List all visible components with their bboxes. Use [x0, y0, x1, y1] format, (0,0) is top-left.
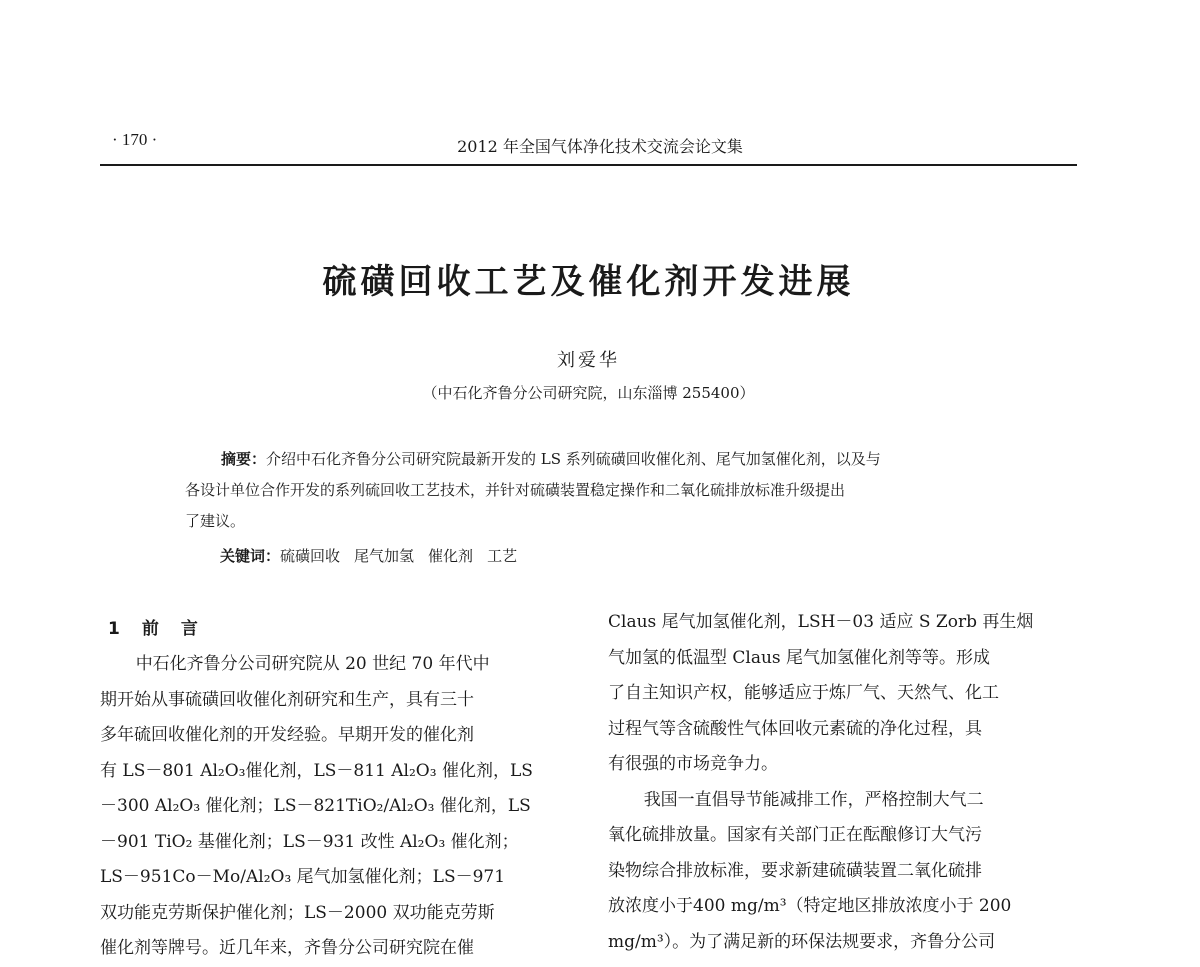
- abstract: [185, 444, 995, 537]
- abstract-label: 摘要：: [221, 450, 267, 468]
- section-number: 1: [108, 619, 120, 639]
- section-heading: [108, 614, 220, 639]
- body-line: －300 Al₂O₃ 催化剂；LS－821TiO₂/Al₂O₃ 催化剂，LS: [100, 796, 531, 816]
- left-column: [100, 647, 570, 967]
- abstract-line-1: [185, 444, 995, 475]
- body-line: 双功能克劳斯保护催化剂；LS－2000 双功能克劳斯: [100, 902, 495, 923]
- keyword-item: 催化剂: [428, 547, 474, 565]
- body-line: 放浓度小于400 mg/m³（特定地区排放浓度小于 200: [608, 896, 1012, 916]
- page-number: · 170 ·: [112, 130, 158, 149]
- abstract-line-2: 各设计单位合作开发的系列硫回收工艺技术，并针对硫磺装置稳定操作和二氧化硫排放标准升级提出: [185, 481, 846, 499]
- abstract-line-3: 了建议。: [185, 512, 246, 530]
- body-line: 了自主知识产权，能够适应于炼厂气、天然气、化工: [608, 683, 999, 703]
- author-name: 刘爱华: [557, 350, 620, 371]
- body-line: 多年硫回收催化剂的开发经验。早期开发的催化剂: [100, 725, 474, 745]
- article-title: 硫磺回收工艺及催化剂开发进展: [322, 262, 855, 302]
- keyword-item: 工艺: [487, 547, 518, 565]
- body-line: mg/m³）。为了满足新的环保法规要求，齐鲁分公司: [608, 931, 996, 952]
- keywords-label: 关键词：: [220, 547, 281, 565]
- author-affiliation: （中石化齐鲁分公司研究院，山东淄博 255400）: [422, 384, 755, 402]
- running-title: 2012 年全国气体净化技术交流会论文集: [457, 137, 743, 156]
- abstract-text: 介绍中石化齐鲁分公司研究院最新开发的 LS 系列硫磺回收催化剂、尾气加氢催化剂，以及与: [266, 450, 881, 468]
- keyword-item: 硫磺回收: [280, 547, 341, 565]
- header-rule: [100, 164, 1077, 166]
- right-column: [608, 605, 1078, 960]
- body-line: 中石化齐鲁分公司研究院从 20 世纪 70 年代中: [135, 654, 490, 674]
- body-line: 气加氢的低温型 Claus 尾气加氢催化剂等等。形成: [608, 647, 991, 668]
- keywords: [220, 545, 531, 566]
- body-line: 过程气等含硫酸性气体回收元素硫的净化过程，具: [608, 718, 982, 739]
- body-line: LS－951Co－Mo/Al₂O₃ 尾气加氢催化剂；LS－971: [100, 867, 506, 887]
- section-title: 前言: [141, 619, 220, 639]
- body-line: －901 TiO₂ 基催化剂；LS－931 改性 Al₂O₃ 催化剂；: [100, 831, 519, 852]
- body-line: 有很强的市场竞争力。: [608, 754, 778, 774]
- body-line: 染物综合排放标准，要求新建硫磺装置二氧化硫排: [608, 860, 982, 881]
- body-line: Claus 尾气加氢催化剂，LSH－03 适应 S Zorb 再生烟: [608, 612, 1034, 632]
- body-line: 期开始从事硫磺回收催化剂研究和生产，具有三十: [100, 689, 474, 710]
- body-line: 有 LS－801 Al₂O₃催化剂，LS－811 Al₂O₃ 催化剂，LS: [100, 760, 533, 781]
- body-line: 催化剂等牌号。近几年来，齐鲁分公司研究院在催: [100, 938, 474, 958]
- body-line: 氧化硫排放量。国家有关部门正在酝酿修订大气污: [608, 825, 982, 845]
- keyword-item: 尾气加氢: [354, 547, 415, 565]
- body-line: 我国一直倡导节能减排工作，严格控制大气二: [643, 789, 984, 810]
